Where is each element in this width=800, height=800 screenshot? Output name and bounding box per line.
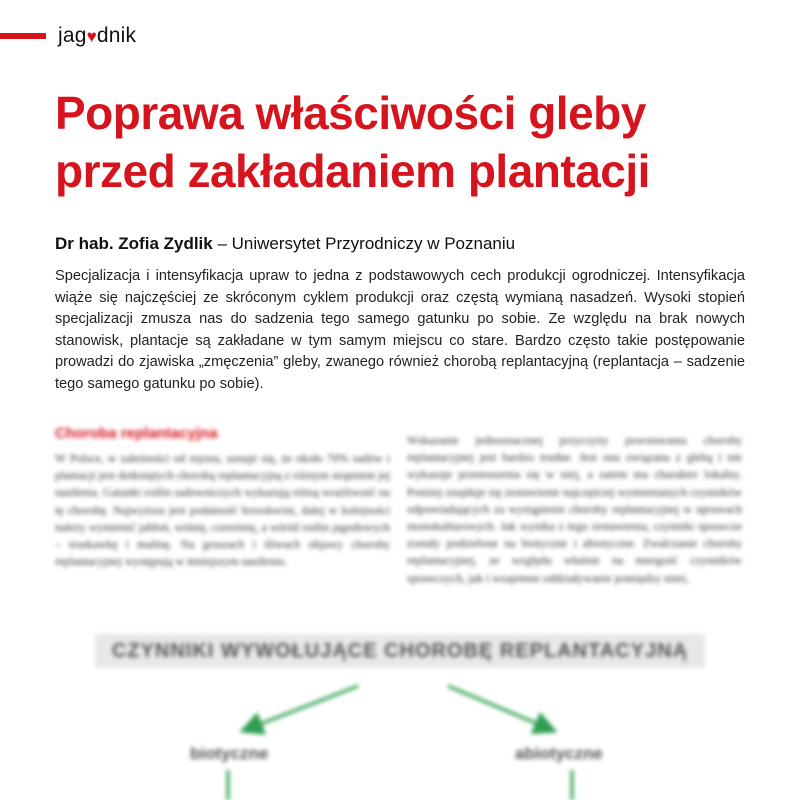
title-line-2: przed zakładaniem plantacji xyxy=(55,145,650,197)
arrow-to-abiotic xyxy=(448,686,552,730)
logo-text-suffix: dnik xyxy=(96,24,137,47)
column-right-text: Wskazanie jednoznacznej przyczyny powstawania choroby replantacyjnej jest bardzo trudne. Jest ona związana z glebą i nie wykazuje przenoszenia się w niej, a zatem ma charakter lokalny. Poniżej znajduje się zestawienie najczęściej wymienianych czynników odpowiadających za wystąpienie choroby replantacyjnej w uprawach monokulturowych. Jak wynika z tego zestawienia, czynniki sprawcze zostały podzielone na biotyczne i abiotyczne. Zwalczanie choroby replantacyjnej, ze względu właśnie na mnogość czynników sprawczych, jak i wzajemne oddziaływanie pomiędzy nimi, xyxy=(407,433,742,585)
lead-paragraph: Specjalizacja i intensyfikacja upraw to jedna z podstawowych cech produkcji ogrodniczej. Intensyfikacja wiąże się najczęściej ze skróconym cyklem produkcji oraz częstą wymianą nasadzeń. Wysoki stopień specjalizacji zmusza nas do sadzenia tego samego gatunku po sobie. Ze względu na brak nowych stanowisk, plantacje są zakładane w tym samym miejscu co stare. Bardzo często takie postępowanie prowadzi do zjawiska „zmęczenia” gleby, zwanego również chorobą replantacyjną (replantacja – sadzenie tego samego gatunku po sobie). xyxy=(55,268,745,392)
node-biotic: biotyczne xyxy=(190,744,269,763)
author-name: Dr hab. Zofia Zydlik xyxy=(55,234,213,253)
logo xyxy=(58,24,136,48)
author-line xyxy=(55,234,515,254)
node-abiotic: abiotyczne xyxy=(515,744,603,763)
logo-text-prefix: jag xyxy=(58,24,87,47)
section-heading: Choroba replantacyjna xyxy=(55,425,218,442)
title-line-1: Poprawa właściwości gleby xyxy=(55,87,646,139)
column-right xyxy=(407,432,742,587)
diagram-title: CZYNNIKI WYWOŁUJĄCE CHOROBĘ REPLANTACYJNĄ xyxy=(95,634,705,668)
header-accent-bar xyxy=(0,33,46,39)
article-title xyxy=(55,84,775,200)
column-left-text: W Polsce, w zależności od rejonu, uznaje się, że około 70% sadów i plantacji jest dotkniętych chorobą replantacyjną z różnym stopniem jej nasilenia. Gatunki roślin sadowniczych wykazują różną wrażliwość na tę chorobę. Najwyższa jest podatność brzoskwini, dalej w kolejności należy wymienić jabłoń, wiśnię, czereśnię, a wśród roślin jagodowych – truskawkę i malinę. Na gruszach i śliwach objawy choroby replantacyjnej występują w mniejszym nasileniu. xyxy=(55,451,390,569)
author-affiliation: – Uniwersytet Przyrodniczy w Poznaniu xyxy=(212,234,516,253)
heart-icon: ♥ xyxy=(86,27,97,46)
diagram-arrows xyxy=(0,620,800,800)
column-left xyxy=(55,425,390,570)
factors-diagram xyxy=(0,620,800,800)
arrow-to-biotic xyxy=(245,686,358,730)
